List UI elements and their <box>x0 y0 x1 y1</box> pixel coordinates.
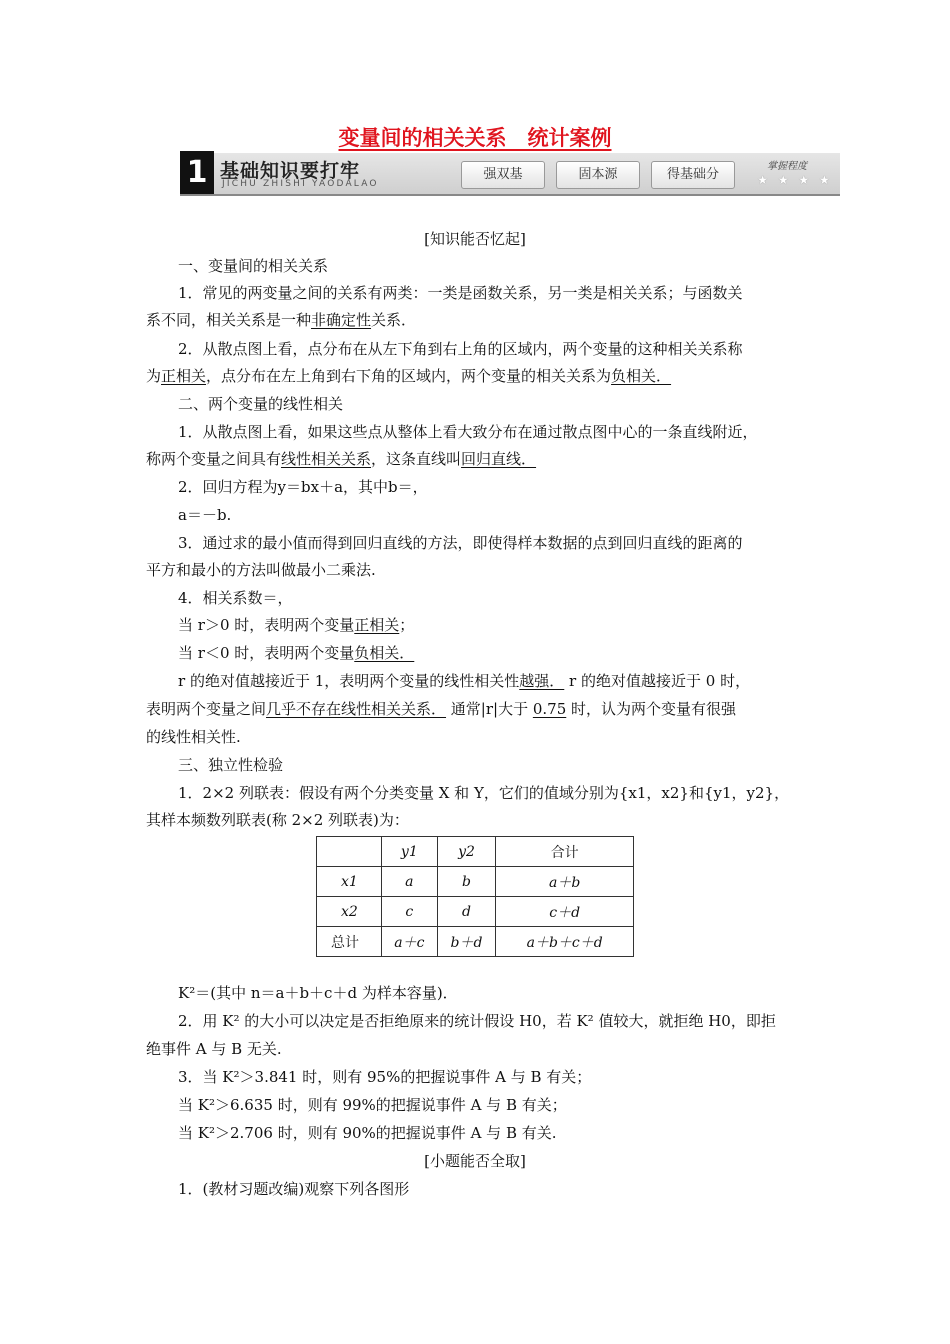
para-9b: 当 K²＞6.635 时，则有 99%的把握说事件 A 与 B 有关； <box>178 1096 567 1114</box>
para-3b: 称两个变量之间具有线性相关关系，这条直线叫回归直线． <box>146 450 537 468</box>
para-6e: 的线性相关性. <box>146 728 241 746</box>
table-cell: b <box>437 867 496 897</box>
table-row <box>317 897 634 927</box>
table-cell: a＋c <box>382 927 438 957</box>
section-recall-heading: [知识能否忆起] <box>424 230 526 248</box>
table-cell: y1 <box>382 837 438 867</box>
para-9c: 当 K²＞2.706 时，则有 90%的把握说事件 A 与 B 有关. <box>178 1124 557 1142</box>
tag-gubenyuan: 固本源 <box>556 161 640 189</box>
table-cell: b＋d <box>437 927 496 957</box>
para-4b: a＝－b. <box>178 506 232 524</box>
para-6c: r 的绝对值越接近于 1，表明两个变量的线性相关性越强． r 的绝对值越接近于 0 时， <box>178 672 751 690</box>
mastery-rating <box>755 157 835 191</box>
para-6d: 表明两个变量之间几乎不存在线性相关关系． 通常|r|大于 0.75 时，认为两个变量有很强 <box>146 700 737 718</box>
banner-pinyin: JICHU ZHISHI YAODALAO <box>222 179 379 189</box>
para-1a: 1．常见的两变量之间的关系有两类：一类是函数关系，另一类是相关关系；与函数关 <box>178 284 743 302</box>
para-6: 4．相关系数＝， <box>178 589 293 607</box>
page-title: 变量间的相关关系 统计案例 <box>338 126 612 150</box>
table-row <box>317 837 634 867</box>
para-4: 2．回归方程为y＝bx＋a，其中b＝， <box>178 478 428 496</box>
table-cell: d <box>437 897 496 927</box>
table-cell: 合计 <box>496 837 634 867</box>
para-6b: 当 r＜0 时，表明两个变量负相关． <box>178 644 415 662</box>
para-3a: 1．从散点图上看，如果这些点从整体上看大致分布在通过散点图中心的一条直线附近， <box>178 423 758 441</box>
heading-1: 一、变量间的相关关系 <box>178 257 329 275</box>
tag-dejichufen: 得基础分 <box>651 161 735 189</box>
table-cell: a＋b <box>496 867 634 897</box>
table-row <box>317 867 634 897</box>
para-6a: 当 r＞0 时，表明两个变量正相关； <box>178 616 415 634</box>
table-cell: y2 <box>437 837 496 867</box>
banner-number: 1 <box>180 151 214 194</box>
table-cell: x1 <box>317 867 382 897</box>
section-small-heading: [小题能否全取] <box>424 1152 526 1170</box>
table-cell <box>317 837 382 867</box>
banner-heading: 基础知识要打牢 <box>220 160 361 182</box>
table-row <box>317 927 634 957</box>
table-cell: a＋b＋c＋d <box>496 927 634 957</box>
para-1b: 系不同，相关关系是一种非确定性关系． <box>146 311 417 329</box>
table-cell: 总计 <box>317 927 382 957</box>
table-cell: c <box>382 897 438 927</box>
contingency-table <box>316 836 634 957</box>
para-9a: 3．当 K²＞3.841 时，则有 95%的把握说事件 A 与 B 有关； <box>178 1068 592 1086</box>
section-banner <box>180 153 840 196</box>
heading-3: 三、独立性检验 <box>178 756 284 774</box>
k2-formula: K²＝(其中 n＝a＋b＋c＋d 为样本容量)． <box>178 984 458 1002</box>
para-5a: 3．通过求的最小值而得到回归直线的方法，即使得样本数据的点到回归直线的距离的 <box>178 534 743 552</box>
heading-2: 二、两个变量的线性相关 <box>178 395 344 413</box>
para-7b: 其样本频数列联表(称 2×2 列联表)为： <box>146 811 409 829</box>
tag-qiangshuangji: 强双基 <box>461 161 545 189</box>
para-7a: 1．2×2 列联表：假设有两个分类变量 X 和 Y，它们的值域分别为{x1，x2}和{y1，y2}， <box>178 784 790 802</box>
mastery-label: 掌握程度 <box>767 161 807 172</box>
table-cell: c＋d <box>496 897 634 927</box>
star-icons: ★ ★ ★ ★ <box>757 173 833 187</box>
table-cell: x2 <box>317 897 382 927</box>
para-8b: 绝事件 A 与 B 无关. <box>146 1040 282 1058</box>
table-cell: a <box>382 867 438 897</box>
exercise-1: 1．(教材习题改编)观察下列各图形 <box>178 1180 410 1198</box>
para-8a: 2．用 K² 的大小可以决定是否拒绝原来的统计假设 H0，若 K² 值较大，就拒绝 H0，即拒 <box>178 1012 776 1030</box>
para-2b: 为正相关，点分布在左上角到右下角的区域内，两个变量的相关关系为负相关． <box>146 367 672 385</box>
para-5b: 平方和最小的方法叫做最小二乘法. <box>146 561 376 579</box>
para-2a: 2．从散点图上看，点分布在从左下角到右上角的区域内，两个变量的这种相关关系称 <box>178 340 743 358</box>
